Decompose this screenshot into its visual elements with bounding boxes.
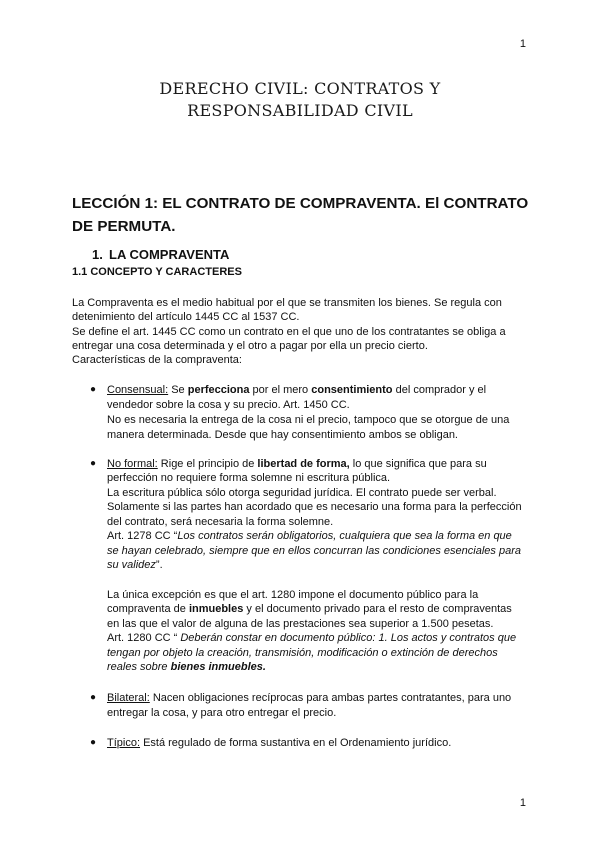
no-formal-line-11: en las que el valor de alguna de las prestaciones sea superior a 1.500 pesetas. (107, 618, 494, 630)
no-formal-label: No formal: (107, 458, 158, 470)
no-formal-line-5: del contrato, será necesaria la forma solemne. (107, 516, 334, 528)
art-1280-quote-3: reales sobre (107, 661, 171, 673)
art-1278-quote-1: Los contratos serán obligatorios, cualquiera que sea la forma en que (177, 530, 512, 542)
inmuebles-pre: compraventa de (107, 603, 189, 615)
page-number-bottom: 1 (519, 797, 526, 809)
document-title-line-1: DERECHO CIVIL: CONTRATOS Y (159, 79, 441, 98)
no-formal-text-1: Rige el principio de (157, 458, 258, 470)
document-title-line-2: RESPONSABILIDAD CIVIL (187, 101, 413, 120)
intro-line-5: Características de la compraventa: (72, 354, 242, 366)
section-title: LA COMPRAVENTA (109, 247, 230, 262)
art-1280-quote-2: tengan por objeto la creación, transmisión, modificación o extinción de derechos (107, 647, 498, 659)
no-formal-line-14 (107, 660, 266, 674)
art-1280-ref: Art. 1280 CC “ (107, 632, 181, 644)
tipico-text-1: Está regulado de forma sustantiva en el Ordenamiento jurídico. (140, 737, 452, 749)
tipico-line-1 (107, 736, 451, 750)
inmuebles-bold: inmuebles (188, 603, 244, 615)
consensual-text-2: por el mero (249, 384, 312, 396)
intro-line-2: detenimiento del artículo 1445 CC al 1537 CC. (72, 311, 300, 323)
section-number: 1. (92, 247, 103, 262)
lesson-heading-line-1: LECCIÓN 1: EL CONTRATO DE COMPRAVENTA. El CONTRATO (72, 195, 529, 212)
art-1280-quote-1: Deberán constar en documento público: 1. Los actos y contratos que (180, 632, 517, 644)
consensual-bold-1: perfecciona (187, 384, 250, 396)
bullet-bilateral: ● (90, 692, 97, 703)
no-formal-line-12 (107, 631, 516, 645)
bilateral-line-1 (107, 691, 511, 705)
art-1278-quote-3: su validez (107, 559, 156, 571)
intro-line-4: entregar una cosa determinada y el otro a pagar por ella un precio cierto. (72, 340, 428, 352)
art-1278-quote-2: se hayan celebrado, siempre que en ellos concurran las condiciones esenciales para (107, 545, 521, 557)
no-formal-line-3: La escritura pública sólo otorga seguridad jurídica. El contrato puede ser verbal. (107, 487, 497, 499)
consensual-bold-2: consentimiento (311, 384, 393, 396)
no-formal-line-9: La única excepción es que el art. 1280 impone el documento público para la (107, 589, 479, 601)
no-formal-text-2: lo que significa que para su (349, 458, 487, 470)
no-formal-line-10 (107, 602, 512, 616)
lesson-heading-line-2: DE PERMUTA. (72, 218, 176, 235)
intro-line-1: La Compraventa es el medio habitual por el que se transmiten los bienes. Se regula con (72, 297, 502, 309)
bienes-inmuebles-bold: bienes inmuebles. (170, 661, 266, 673)
consensual-line-3: No es necesaria la entrega de la cosa ni el precio, tampoco que se otorgue de una (107, 414, 510, 426)
bilateral-label: Bilateral: (107, 692, 150, 704)
tipico-label: Típico: (107, 737, 141, 749)
consensual-text-1: Se (168, 384, 188, 396)
consensual-label: Consensual: (107, 384, 169, 396)
section-heading (92, 247, 229, 262)
consensual-line-2: vendedor sobre la cosa y su precio. Art. 1450 CC. (107, 399, 350, 411)
inmuebles-post: y el documento privado para el resto de compraventas (243, 603, 512, 615)
no-formal-line-8 (107, 558, 163, 572)
bullet-tipico: ● (90, 737, 97, 748)
intro-line-3: Se define el art. 1445 CC como un contrato en el que uno de los contratantes se obliga a (72, 326, 506, 338)
bullet-no-formal: ● (90, 458, 97, 469)
bilateral-line-2: entregar la cosa, y para otro entregar el precio. (107, 707, 337, 719)
consensual-text-3: del comprador y el (392, 384, 487, 396)
consensual-line-1 (107, 383, 486, 397)
bullet-consensual: ● (90, 384, 97, 395)
no-formal-line-6 (107, 529, 512, 543)
no-formal-bold-1: libertad de forma, (257, 458, 350, 470)
consensual-line-4: manera determinada. Desde que hay consentimiento ambos se obligan. (107, 429, 458, 441)
no-formal-line-2: perfección no requiere forma solemne ni escritura pública. (107, 472, 391, 484)
art-1278-quote-end: ”. (155, 559, 163, 571)
subsection-heading: 1.1 CONCEPTO Y CARACTERES (72, 266, 242, 278)
page-number-top: 1 (519, 38, 526, 50)
no-formal-line-4: Solamente si las partes han acordado que es necesario una forma para la perfección (107, 501, 522, 513)
bilateral-text-1: Nacen obligaciones recíprocas para ambas partes contratantes, para uno (149, 692, 512, 704)
art-1278-ref: Art. 1278 CC “ (107, 530, 178, 542)
no-formal-line-1 (107, 457, 487, 471)
